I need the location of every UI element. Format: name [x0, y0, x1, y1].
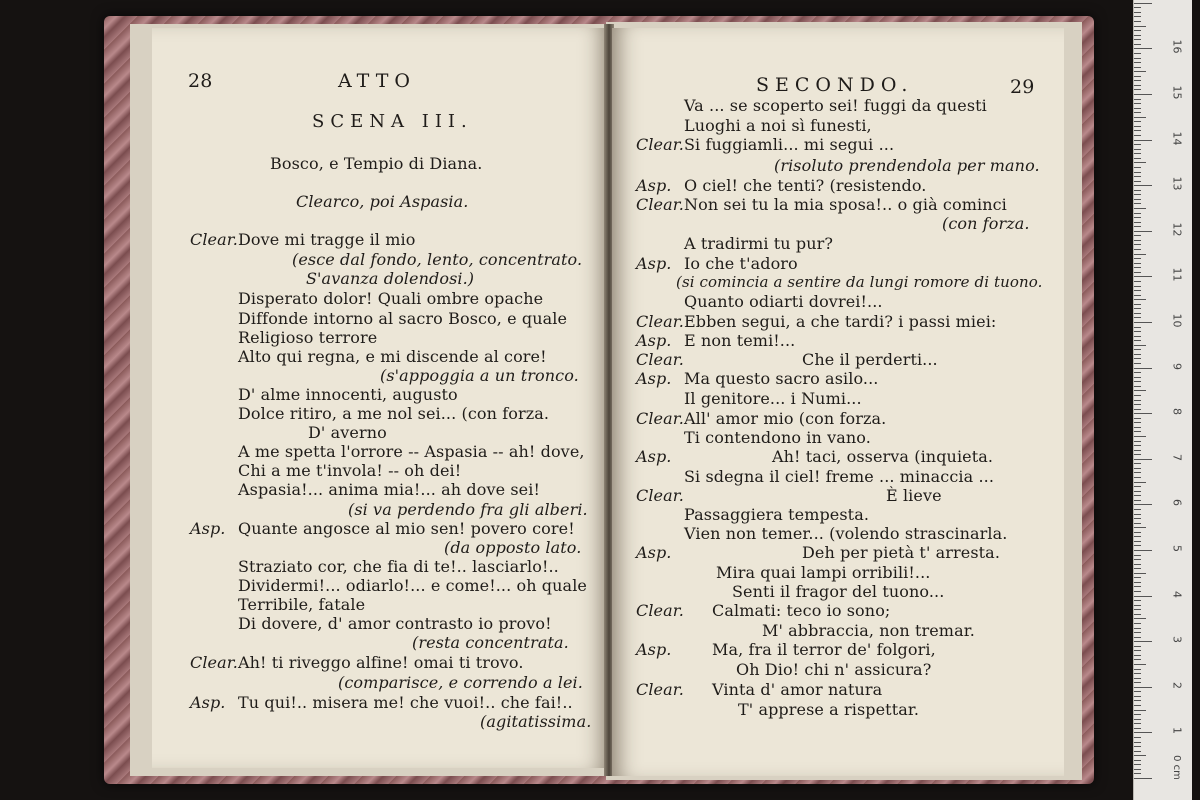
- ruler-tick: [1134, 523, 1141, 524]
- ruler-tick: [1134, 322, 1152, 323]
- ruler-tick: [1134, 80, 1141, 81]
- ruler-tick: [1134, 459, 1152, 460]
- ruler-tick: [1134, 773, 1141, 774]
- ruler-tick: [1134, 58, 1141, 59]
- ruler-tick: [1134, 117, 1146, 118]
- ruler-tick: [1134, 12, 1141, 13]
- speaker-label: Clear.: [636, 312, 684, 331]
- ruler-tick: [1134, 500, 1141, 501]
- speaker-label: Asp.: [636, 369, 672, 388]
- ruler-tick: [1134, 44, 1141, 45]
- ruler-tick: [1134, 637, 1141, 638]
- verse-line: All' amor mio (con forza.: [684, 409, 887, 428]
- ruler-number: 13: [1170, 176, 1184, 191]
- ruler-tick: [1134, 249, 1141, 250]
- ruler-number: 16: [1170, 39, 1184, 54]
- ruler-tick: [1134, 400, 1141, 401]
- ruler-tick: [1134, 751, 1141, 752]
- running-head-right: SECONDO.: [756, 74, 914, 96]
- ruler-tick: [1134, 431, 1141, 432]
- stage-direction: (con forza.: [942, 214, 1030, 233]
- ruler-tick: [1134, 586, 1141, 587]
- ruler-tick: [1134, 445, 1141, 446]
- ruler-tick: [1134, 99, 1141, 100]
- ruler-tick: [1134, 673, 1141, 674]
- verse-line: È lieve: [886, 486, 942, 505]
- ruler-tick: [1134, 140, 1152, 141]
- ruler-tick: [1134, 742, 1141, 743]
- stage-direction: (resta concentrata.: [412, 633, 569, 652]
- page-number-right: 29: [1010, 76, 1035, 98]
- ruler-tick: [1134, 190, 1141, 191]
- ruler-tick: [1134, 94, 1152, 95]
- speaker-label: Clear.: [190, 230, 238, 249]
- ruler-tick: [1134, 331, 1141, 332]
- speaker-label: Clear.: [636, 680, 684, 699]
- verse-line: Il genitore... i Numi...: [684, 389, 862, 408]
- ruler-tick: [1134, 267, 1141, 268]
- ruler-tick: [1134, 372, 1141, 373]
- page-number-left: 28: [188, 70, 213, 92]
- ruler-tick: [1134, 664, 1146, 665]
- ruler-tick: [1134, 728, 1141, 729]
- ruler-tick: [1134, 363, 1141, 364]
- stage-direction: (si va perdendo fra gli alberi.: [348, 500, 588, 519]
- verse-line: Quante angosce al mio sen! povero core!: [238, 519, 575, 538]
- ruler-tick: [1134, 222, 1141, 223]
- ruler-tick: [1134, 710, 1146, 711]
- ruler-tick: [1134, 172, 1141, 173]
- ruler-tick: [1134, 304, 1141, 305]
- ruler-tick: [1134, 181, 1141, 182]
- verse-line: Io che t'adoro: [684, 254, 798, 273]
- ruler-tick: [1134, 135, 1141, 136]
- speaker-label: Asp.: [190, 693, 226, 712]
- ruler-tick: [1134, 614, 1141, 615]
- verse-line: T' apprese a rispettar.: [738, 700, 920, 719]
- ruler-tick: [1134, 235, 1141, 236]
- speaker-label: Clear.: [636, 195, 684, 214]
- ruler-tick: [1134, 719, 1141, 720]
- ruler-tick: [1134, 760, 1141, 761]
- verse-line: Non sei tu la mia sposa!.. o già cominci: [684, 195, 1007, 214]
- ruler-tick: [1134, 349, 1141, 350]
- verse-line: Dividermi!... odiarlo!... e come!... oh quale: [238, 576, 587, 595]
- verse-line: Diffonde intorno al sacro Bosco, e quale: [238, 309, 568, 328]
- scene-setting: Bosco, e Tempio di Diana.: [270, 154, 483, 173]
- ruler-tick: [1134, 185, 1152, 186]
- ruler-tick: [1134, 381, 1141, 382]
- right-page: [612, 28, 1064, 776]
- ruler-number: 1: [1170, 727, 1184, 735]
- stage-direction: (si comincia a sentire da lungi romore di tuono.: [676, 273, 1043, 291]
- ruler-tick: [1134, 568, 1141, 569]
- verse-line: Terribile, fatale: [238, 595, 366, 614]
- speaker-label: Asp.: [636, 640, 672, 659]
- verse-line: Si fuggiamli... mi segui ...: [684, 135, 895, 154]
- ruler-tick: [1134, 208, 1146, 209]
- ruler-tick: [1134, 541, 1141, 542]
- ruler-tick: [1134, 336, 1141, 337]
- ruler-tick: [1134, 755, 1146, 756]
- ruler-tick: [1134, 103, 1141, 104]
- verse-line: A me spetta l'orrore -- Aspasia -- ah! dove,: [238, 442, 585, 461]
- verse-line: Calmati: teco io sono;: [712, 601, 891, 620]
- ruler-tick: [1134, 696, 1141, 697]
- verse-line: Vinta d' amor natura: [712, 680, 883, 699]
- verse-line: Disperato dolor! Quali ombre opache: [238, 289, 544, 308]
- ruler-tick: [1134, 153, 1141, 154]
- ruler-tick: [1134, 482, 1146, 483]
- verse-line: Si sdegna il ciel! freme ... minaccia ...: [684, 467, 995, 486]
- verse-line: Ah! ti riveggo alfine! omai ti trovo.: [238, 653, 524, 672]
- ruler-tick: [1134, 582, 1141, 583]
- ruler-tick: [1134, 468, 1141, 469]
- ruler-tick: [1134, 26, 1146, 27]
- ruler-tick: [1134, 354, 1141, 355]
- ruler-tick: [1134, 691, 1141, 692]
- verse-line: Straziato cor, che fia di te!.. lasciarlo!..: [238, 557, 559, 576]
- ruler-tick: [1134, 21, 1141, 22]
- ruler-tick: [1134, 409, 1141, 410]
- verse-line: Oh Dio! chi n' assicura?: [736, 660, 932, 679]
- ruler-tick: [1134, 313, 1141, 314]
- speaker-label: Clear.: [636, 601, 684, 620]
- ruler-unit-label: 0 cm: [1170, 755, 1182, 780]
- verse-line: Va ... se scoperto sei! fuggi da questi: [684, 96, 987, 115]
- ruler-tick: [1134, 194, 1141, 195]
- verse-line: Che il perderti...: [802, 350, 938, 369]
- verse-line: D' alme innocenti, augusto: [238, 385, 458, 404]
- verse-line: Ma questo sacro asilo...: [684, 369, 879, 388]
- ruler-tick: [1134, 700, 1141, 701]
- verse-line: Senti il fragor del tuono...: [732, 582, 945, 601]
- ruler-tick: [1134, 659, 1141, 660]
- ruler-tick: [1134, 199, 1141, 200]
- verse-line: Aspasia!... anima mia!... ah dove sei!: [238, 480, 540, 499]
- speaker-label: Asp.: [190, 519, 226, 538]
- ruler-tick: [1134, 30, 1141, 31]
- ruler-number: 11: [1170, 267, 1184, 282]
- verse-line: M' abbraccia, non tremar.: [762, 621, 975, 640]
- stage-direction: (esce dal fondo, lento, concentrato.: [292, 250, 583, 269]
- ruler-tick: [1134, 705, 1141, 706]
- ruler-tick: [1134, 450, 1141, 451]
- ruler-tick: [1134, 422, 1141, 423]
- ruler-tick: [1134, 327, 1141, 328]
- speaker-label: Asp.: [636, 543, 672, 562]
- ruler-tick: [1134, 340, 1141, 341]
- ruler-number: 3: [1170, 636, 1184, 644]
- ruler-tick: [1134, 281, 1141, 282]
- ruler-number: 5: [1170, 545, 1184, 552]
- ruler-number: 14: [1170, 131, 1184, 146]
- ruler-tick: [1134, 504, 1152, 505]
- running-head-left: ATTO: [338, 70, 416, 92]
- verse-line: Religioso terrore: [238, 328, 378, 347]
- ruler-tick: [1134, 226, 1141, 227]
- ruler-tick: [1134, 678, 1141, 679]
- ruler-tick: [1134, 213, 1141, 214]
- ruler-tick: [1134, 628, 1141, 629]
- ruler-tick: [1134, 240, 1141, 241]
- verse-line: A tradirmi tu pur?: [684, 234, 834, 253]
- ruler-tick: [1134, 3, 1152, 4]
- ruler-tick: [1134, 176, 1141, 177]
- verse-line: Tu qui!.. misera me! che vuoi!.. che fai!..: [238, 693, 573, 712]
- ruler-tick: [1134, 16, 1141, 17]
- ruler-number: 12: [1170, 222, 1184, 237]
- ruler-tick: [1134, 358, 1141, 359]
- ruler-tick: [1134, 121, 1141, 122]
- verse-line: Chi a me t'invola! -- oh dei!: [238, 461, 462, 480]
- ruler-tick: [1134, 596, 1152, 597]
- ruler-tick: [1134, 573, 1146, 574]
- ruler-tick: [1134, 149, 1141, 150]
- ruler-tick: [1134, 295, 1141, 296]
- ruler-tick: [1134, 386, 1141, 387]
- speaker-label: Clear.: [636, 135, 684, 154]
- ruler-tick: [1134, 646, 1141, 647]
- ruler-tick: [1134, 650, 1141, 651]
- speaker-label: Asp.: [636, 447, 672, 466]
- ruler-tick: [1134, 559, 1141, 560]
- ruler-tick: [1134, 746, 1141, 747]
- scene-title: SCENA III.: [312, 111, 473, 132]
- ruler-number: 15: [1170, 85, 1184, 100]
- speaker-label: Asp.: [636, 254, 672, 273]
- ruler-tick: [1134, 591, 1141, 592]
- ruler-number: 10: [1170, 313, 1184, 328]
- ruler-tick: [1134, 144, 1141, 145]
- ruler-tick: [1134, 491, 1141, 492]
- stage-direction: (risoluto prendendola per mano.: [774, 156, 1040, 175]
- speaker-label: Asp.: [636, 176, 672, 195]
- speaker-label: Asp.: [636, 331, 672, 350]
- ruler-tick: [1134, 290, 1141, 291]
- ruler-tick: [1134, 632, 1141, 633]
- ruler-tick: [1134, 463, 1141, 464]
- scene-characters: Clearco, poi Aspasia.: [296, 192, 469, 211]
- ruler-tick: [1134, 231, 1152, 232]
- ruler-tick: [1134, 108, 1141, 109]
- ruler-tick: [1134, 577, 1141, 578]
- ruler-tick: [1134, 368, 1152, 369]
- ruler-tick: [1134, 609, 1141, 610]
- verse-line: Ti contendono in vano.: [684, 428, 871, 447]
- ruler-tick: [1134, 263, 1141, 264]
- ruler-tick: [1134, 655, 1141, 656]
- ruler-tick: [1134, 714, 1141, 715]
- speaker-label: Clear.: [190, 653, 238, 672]
- verse-line: Alto qui regna, e mi discende al core!: [238, 347, 547, 366]
- ruler-tick: [1134, 272, 1141, 273]
- ruler-tick: [1134, 732, 1152, 733]
- speaker-label: Clear.: [636, 486, 684, 505]
- ruler-tick: [1134, 7, 1141, 8]
- ruler-tick: [1134, 217, 1141, 218]
- ruler-tick: [1134, 545, 1141, 546]
- left-page: [152, 28, 608, 768]
- ruler-tick: [1134, 413, 1152, 414]
- ruler-tick: [1134, 258, 1141, 259]
- ruler-tick: [1134, 130, 1141, 131]
- ruler-tick: [1134, 441, 1141, 442]
- ruler-tick: [1134, 605, 1141, 606]
- ruler-tick: [1134, 427, 1141, 428]
- stage-direction: (da opposto lato.: [444, 538, 582, 557]
- verse-line: O ciel! che tenti? (resistendo.: [684, 176, 927, 195]
- ruler-tick: [1134, 623, 1141, 624]
- stage-direction: (comparisce, e correndo a lei.: [338, 673, 583, 692]
- ruler-tick: [1134, 299, 1146, 300]
- ruler-tick: [1134, 254, 1146, 255]
- ruler-tick: [1134, 390, 1146, 391]
- ruler-tick: [1134, 158, 1141, 159]
- ruler-tick: [1134, 404, 1141, 405]
- ruler-tick: [1134, 682, 1141, 683]
- ruler-number: 6: [1170, 499, 1184, 507]
- ruler-tick: [1134, 112, 1141, 113]
- ruler-tick: [1134, 641, 1152, 642]
- verse-line: Passaggiera tempesta.: [684, 505, 870, 524]
- verse-line: Dolce ritiro, a me nol sei... (con forza.: [238, 404, 550, 423]
- ruler-number: 7: [1170, 453, 1184, 461]
- verse-line: Ma, fra il terror de' folgori,: [712, 640, 936, 659]
- ruler-tick: [1134, 514, 1141, 515]
- ruler-tick: [1134, 203, 1141, 204]
- measuring-ruler: [1133, 0, 1192, 800]
- speaker-label: Clear.: [636, 409, 684, 428]
- ruler-tick: [1134, 345, 1146, 346]
- ruler-tick: [1134, 395, 1141, 396]
- ruler-tick: [1134, 495, 1141, 496]
- verse-line: Quanto odiarti dovrei!...: [684, 292, 883, 311]
- ruler-tick: [1134, 536, 1141, 537]
- ruler-tick: [1134, 669, 1141, 670]
- ruler-tick: [1134, 687, 1152, 688]
- speaker-label: Clear.: [636, 350, 684, 369]
- ruler-number: 2: [1170, 681, 1184, 689]
- ruler-tick: [1134, 244, 1141, 245]
- verse-line: Di dovere, d' amor contrasto io provo!: [238, 614, 552, 633]
- verse-line: E non temi!...: [684, 331, 796, 350]
- ruler-tick: [1134, 518, 1141, 519]
- ruler-tick: [1134, 454, 1141, 455]
- ruler-number: 8: [1170, 408, 1184, 416]
- ruler-tick: [1134, 477, 1141, 478]
- verse-line: Mira quai lampi orribili!...: [716, 563, 931, 582]
- ruler-tick: [1134, 85, 1141, 86]
- verse-line: Dove mi tragge il mio: [238, 230, 416, 249]
- ruler-tick: [1134, 527, 1146, 528]
- ruler-tick: [1134, 600, 1141, 601]
- ruler-tick: [1134, 48, 1152, 49]
- ruler-tick: [1134, 71, 1146, 72]
- ruler-tick: [1134, 35, 1141, 36]
- ruler-tick: [1134, 532, 1141, 533]
- ruler-tick: [1134, 286, 1141, 287]
- stage-direction: (agitatissima.: [480, 712, 592, 731]
- verse-line: Vien non temer... (volendo strascinarla.: [684, 524, 1008, 543]
- ruler-number: 4: [1170, 590, 1184, 598]
- ruler-tick: [1134, 486, 1141, 487]
- ruler-tick: [1134, 162, 1146, 163]
- ruler-tick: [1134, 555, 1141, 556]
- ruler-tick: [1134, 472, 1141, 473]
- ruler-tick: [1134, 62, 1141, 63]
- ruler-tick: [1134, 778, 1152, 779]
- ruler-tick: [1134, 509, 1141, 510]
- ruler-tick: [1134, 317, 1141, 318]
- ruler-tick: [1134, 418, 1141, 419]
- ruler-tick: [1134, 276, 1152, 277]
- ruler-tick: [1134, 769, 1141, 770]
- verse-line: Luoghi a noi sì funesti,: [684, 116, 872, 135]
- ruler-tick: [1134, 723, 1141, 724]
- ruler-tick: [1134, 89, 1141, 90]
- stage-direction: (s'appoggia a un tronco.: [380, 366, 579, 385]
- ruler-tick: [1134, 564, 1141, 565]
- ruler-tick: [1134, 67, 1141, 68]
- ruler-tick: [1134, 436, 1146, 437]
- ruler-tick: [1134, 764, 1141, 765]
- ruler-tick: [1134, 76, 1141, 77]
- ruler-tick: [1134, 550, 1152, 551]
- ruler-tick: [1134, 377, 1141, 378]
- verse-line: D' averno: [308, 423, 387, 442]
- ruler-tick: [1134, 618, 1146, 619]
- ruler-tick: [1134, 308, 1141, 309]
- ruler-tick: [1134, 167, 1141, 168]
- ruler-tick: [1134, 126, 1141, 127]
- stage-direction: S'avanza dolendosi.): [306, 269, 475, 288]
- verse-line: Ah! taci, osserva (inquieta.: [772, 447, 994, 466]
- verse-line: Ebben segui, a che tardi? i passi miei:: [684, 312, 997, 331]
- ruler-tick: [1134, 737, 1141, 738]
- ruler-tick: [1134, 53, 1141, 54]
- verse-line: Deh per pietà t' arresta.: [802, 543, 1000, 562]
- ruler-tick: [1134, 39, 1141, 40]
- ruler-number: 9: [1170, 362, 1184, 370]
